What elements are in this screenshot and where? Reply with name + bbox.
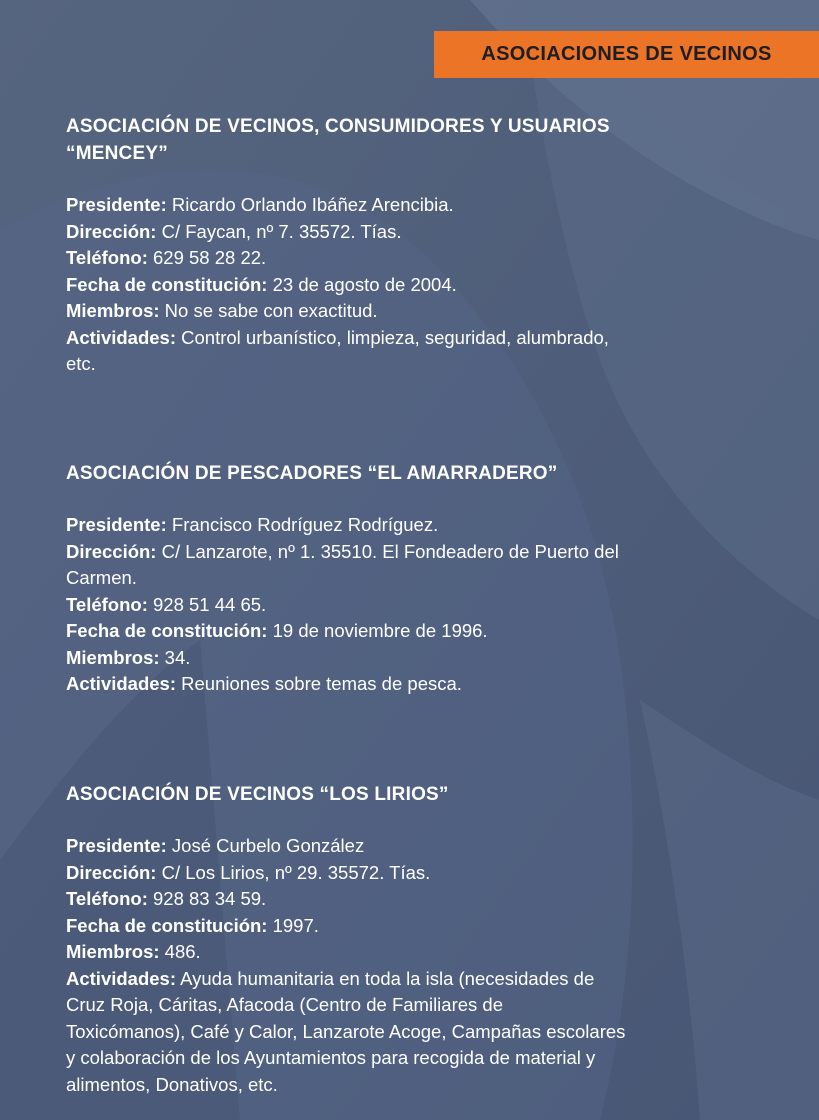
- association-details: [66, 833, 626, 1098]
- field-value: No se sabe con exactitud.: [159, 300, 378, 321]
- field-value: 629 58 28 22.: [147, 247, 267, 268]
- field-direccion: [66, 539, 626, 592]
- field-value: Ricardo Orlando Ibáñez Arencibia.: [166, 194, 454, 215]
- field-label: Dirección:: [66, 220, 157, 242]
- field-direccion: [66, 219, 626, 246]
- association-title: ASOCIACIÓN DE VECINOS “LOS LIRIOS”: [66, 784, 449, 805]
- section-header-tab: [434, 31, 819, 78]
- field-miembros: [66, 645, 626, 672]
- field-label: Teléfono:: [66, 593, 148, 615]
- field-label: Teléfono:: [66, 888, 148, 909]
- field-direccion: [66, 860, 626, 887]
- association-title: ASOCIACIÓN DE PESCADORES “EL AMARRADERO”: [66, 463, 558, 484]
- section-title: ASOCIACIONES DE VECINOS: [481, 43, 772, 65]
- field-telefono: [66, 886, 626, 913]
- field-value: Reuniones sobre temas de pesca.: [176, 673, 462, 694]
- field-label: Dirección:: [66, 540, 157, 562]
- field-actividades: [66, 671, 626, 698]
- field-actividades: [66, 325, 626, 378]
- field-telefono: [66, 592, 626, 619]
- field-value: 23 de agosto de 2004.: [267, 273, 457, 295]
- field-actividades: [66, 966, 626, 1099]
- field-value: C/ Lanzarote, nº 1. 35510. El Fondeadero de Puerto del Carmen.: [66, 540, 619, 588]
- field-value: 928 51 44 65.: [147, 593, 267, 615]
- field-telefono: [66, 245, 626, 272]
- field-value: 1997.: [267, 914, 319, 936]
- field-label: Actividades:: [66, 326, 177, 348]
- association-details: [66, 192, 626, 378]
- field-value: 34.: [159, 646, 191, 668]
- field-fecha: [66, 913, 626, 940]
- field-value: Francisco Rodríguez Rodríguez.: [166, 514, 439, 535]
- field-label: Miembros:: [66, 300, 160, 321]
- field-fecha: [66, 272, 626, 299]
- field-fecha: [66, 618, 626, 645]
- field-value: C/ Los Lirios, nº 29. 35572. Tías.: [156, 861, 431, 883]
- field-label: Fecha de constitución:: [66, 273, 268, 295]
- field-label: Miembros:: [66, 941, 160, 962]
- field-value: C/ Faycan, nº 7. 35572. Tías.: [156, 220, 402, 242]
- field-label: Teléfono:: [66, 247, 148, 268]
- field-miembros: [66, 298, 626, 325]
- association-entry: [66, 781, 626, 1098]
- field-label: Fecha de constitución:: [66, 620, 268, 641]
- field-value: 19 de noviembre de 1996.: [267, 620, 488, 641]
- field-label: Actividades:: [66, 673, 177, 694]
- field-label: Actividades:: [66, 967, 177, 989]
- field-value: 486.: [159, 941, 201, 962]
- field-label: Dirección:: [66, 861, 157, 883]
- field-label: Miembros:: [66, 646, 160, 668]
- association-entry: [66, 460, 626, 698]
- field-value: Control urbanístico, limpieza, seguridad, alumbrado, etc.: [66, 326, 609, 374]
- field-label: Fecha de constitución:: [66, 914, 268, 936]
- association-title: ASOCIACIÓN DE VECINOS, CONSUMIDORES Y USUARIOS “MENCEY”: [66, 116, 610, 164]
- field-value: José Curbelo González: [166, 835, 365, 856]
- field-presidente: [66, 833, 626, 860]
- field-presidente: [66, 512, 626, 539]
- field-presidente: [66, 192, 626, 219]
- field-label: Presidente:: [66, 194, 167, 215]
- association-details: [66, 512, 626, 698]
- association-entry: [66, 113, 626, 378]
- field-value: Ayuda humanitaria en toda la isla (necesidades de Cruz Roja, Cáritas, Afacoda (Centro de Familiares de Toxicómanos), Café y Calor, Lanzarote Acoge, Campañas escolares y colaboración de los Ayuntamientos para recogida de material y alimentos, Donativos, etc.: [66, 967, 626, 1095]
- field-value: 928 83 34 59.: [147, 888, 267, 909]
- field-label: Presidente:: [66, 835, 167, 856]
- field-label: Presidente:: [66, 514, 167, 535]
- field-miembros: [66, 939, 626, 966]
